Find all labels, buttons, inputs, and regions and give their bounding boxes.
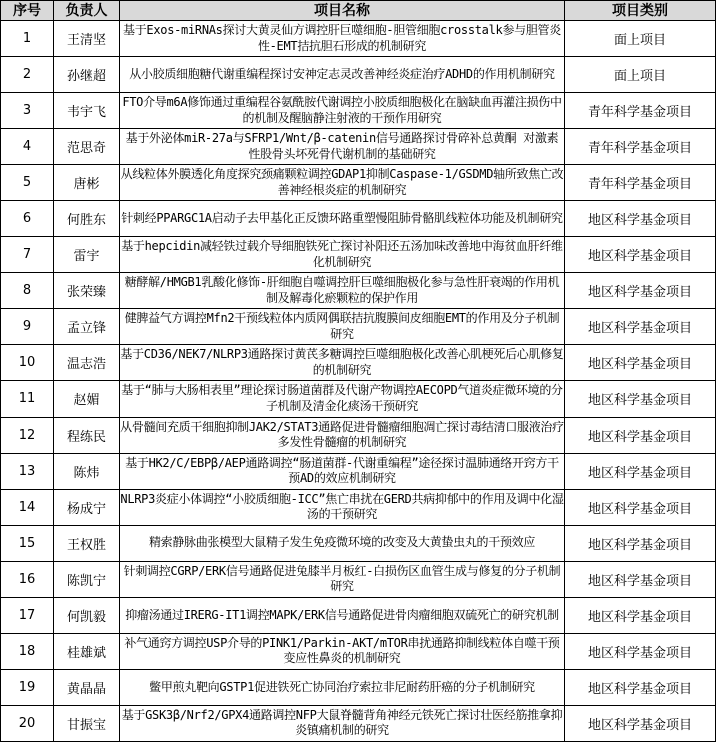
- table-row: [1, 453, 716, 489]
- owner-cell: 孙继超: [54, 57, 120, 93]
- owner-cell: 陈凯宁: [54, 561, 120, 597]
- project-title-cell: 基于CD36/NEK7/NLRP3通路探讨黄芪多糖调控巨噬细胞极化改善心肌梗死后心肌修复的机制研究: [120, 345, 565, 381]
- category-cell: 面上项目: [565, 57, 716, 93]
- project-title-cell: 针刺调控CGRP/ERK信号通路促进兔膝半月板红-白损伤区血管生成与修复的分子机制研究: [120, 561, 565, 597]
- table-row: [1, 57, 716, 93]
- project-title-cell: FTO介导m6A修饰通过重编程谷氨酰胺代谢调控小胶质细胞极化在脑缺血再灌注损伤中的机制及醒脑静注射液的干预作用研究: [120, 93, 565, 129]
- project-title-cell: 从线粒体外膜透化角度探究颈痛颗粒调控GDAP1抑制Caspase-1/GSDMD轴所致焦亡改善神经根炎症的机制研究: [120, 165, 565, 201]
- table-row: [1, 309, 716, 345]
- row-number: 5: [1, 165, 54, 201]
- category-cell: 青年科学基金项目: [565, 165, 716, 201]
- row-number: 18: [1, 633, 54, 669]
- owner-cell: 黄晶晶: [54, 669, 120, 705]
- project-title-cell: 糖酵解/HMGB1乳酸化修饰-肝细胞自噬调控肝巨噬细胞极化参与急性肝衰竭的作用机制及解毒化瘀颗粒的保护作用: [120, 273, 565, 309]
- row-number: 19: [1, 669, 54, 705]
- category-cell: 青年科学基金项目: [565, 129, 716, 165]
- header-category: 项目类别: [565, 1, 716, 21]
- row-number: 11: [1, 381, 54, 417]
- owner-cell: 杨成宁: [54, 489, 120, 525]
- category-cell: 地区科学基金项目: [565, 417, 716, 453]
- row-number: 17: [1, 597, 54, 633]
- category-cell: 地区科学基金项目: [565, 453, 716, 489]
- owner-cell: 张荣臻: [54, 273, 120, 309]
- row-number: 20: [1, 705, 54, 741]
- header-title: 项目名称: [120, 1, 565, 21]
- row-number: 3: [1, 93, 54, 129]
- table-row: [1, 669, 716, 705]
- row-number: 7: [1, 237, 54, 273]
- project-title-cell: 基于Exos-miRNAs探讨大黄灵仙方调控肝巨噬细胞-胆管细胞crosstalk参与胆管炎性-EMT拮抗胆石形成的机制研究: [120, 21, 565, 57]
- owner-cell: 孟立锋: [54, 309, 120, 345]
- table-row: [1, 381, 716, 417]
- table-row: [1, 561, 716, 597]
- project-title-cell: 从骨髓间充质干细胞抑制JAK2/STAT3通路促进骨髓瘤细胞凋亡探讨毒结清口服液治疗多发性骨髓瘤的机制研究: [120, 417, 565, 453]
- header-row: [1, 1, 716, 21]
- category-cell: 地区科学基金项目: [565, 561, 716, 597]
- project-title-cell: 基于HK2/C/EBPβ/AEP通路调控“肠道菌群-代谢重编程”途径探讨温肺通络开窍方干预AD的效应机制研究: [120, 453, 565, 489]
- owner-cell: 王权胜: [54, 525, 120, 561]
- owner-cell: 韦宇飞: [54, 93, 120, 129]
- owner-cell: 唐彬: [54, 165, 120, 201]
- category-cell: 地区科学基金项目: [565, 633, 716, 669]
- category-cell: 地区科学基金项目: [565, 345, 716, 381]
- project-title-cell: 从小胶质细胞糖代谢重编程探讨安神定志灵改善神经炎症治疗ADHD的作用机制研究: [120, 57, 565, 93]
- project-title-cell: 基于hepcidin减轻铁过载介导细胞铁死亡探讨补阳还五汤加味改善地中海贫血肝纤维化机制研究: [120, 237, 565, 273]
- project-title-cell: 基于“肺与大肠相表里”理论探讨肠道菌群及代谢产物调控AECOPD气道炎症微环境的分子机制及清金化痰汤干预研究: [120, 381, 565, 417]
- table-row: [1, 273, 716, 309]
- row-number: 9: [1, 309, 54, 345]
- category-cell: 地区科学基金项目: [565, 309, 716, 345]
- table-row: [1, 93, 716, 129]
- table-row: [1, 633, 716, 669]
- project-title-cell: 鳖甲煎丸靶向GSTP1促进铁死亡协同治疗索拉非尼耐药肝癌的分子机制研究: [120, 669, 565, 705]
- category-cell: 地区科学基金项目: [565, 273, 716, 309]
- table-row: [1, 597, 716, 633]
- category-cell: 地区科学基金项目: [565, 237, 716, 273]
- header-no: 序号: [1, 1, 54, 21]
- category-cell: 面上项目: [565, 21, 716, 57]
- category-cell: 地区科学基金项目: [565, 381, 716, 417]
- table-header: [1, 1, 716, 21]
- row-number: 2: [1, 57, 54, 93]
- row-number: 16: [1, 561, 54, 597]
- table-body: [1, 21, 716, 742]
- project-title-cell: 补气通窍方调控USP介导的PINK1/Parkin-AKT/mTOR串扰通路抑制线粒体自噬干预变应性鼻炎的机制研究: [120, 633, 565, 669]
- owner-cell: 陈炜: [54, 453, 120, 489]
- project-title-cell: 针刺经PPARGC1A启动子去甲基化正反馈环路重塑慢阻肺骨骼肌线粒体功能及机制研究: [120, 201, 565, 237]
- owner-cell: 范思奇: [54, 129, 120, 165]
- row-number: 14: [1, 489, 54, 525]
- row-number: 1: [1, 21, 54, 57]
- category-cell: 地区科学基金项目: [565, 201, 716, 237]
- table-row: [1, 165, 716, 201]
- project-title-cell: 基于外泌体miR-27a与SFRP1/Wnt/β-catenin信号通路探讨骨碎补总黄酮 对激素性股骨头坏死骨代谢机制的基础研究: [120, 129, 565, 165]
- category-cell: 地区科学基金项目: [565, 489, 716, 525]
- row-number: 10: [1, 345, 54, 381]
- table-row: [1, 129, 716, 165]
- owner-cell: 桂雄斌: [54, 633, 120, 669]
- table-row: [1, 21, 716, 57]
- table-row: [1, 345, 716, 381]
- project-title-cell: 基于GSK3β/Nrf2/GPX4通路调控NFP大鼠脊髓背角神经元铁死亡探讨壮医经筋推拿抑炎镇痛机制的研究: [120, 705, 565, 741]
- project-title-cell: NLRP3炎症小体调控“小胶质细胞-ICC”焦亡串扰在GERD共病抑郁中的作用及调中化湿汤的干预研究: [120, 489, 565, 525]
- row-number: 6: [1, 201, 54, 237]
- row-number: 13: [1, 453, 54, 489]
- category-cell: 地区科学基金项目: [565, 597, 716, 633]
- row-number: 4: [1, 129, 54, 165]
- table-row: [1, 237, 716, 273]
- table-row: [1, 525, 716, 561]
- category-cell: 地区科学基金项目: [565, 669, 716, 705]
- category-cell: 青年科学基金项目: [565, 93, 716, 129]
- category-cell: 地区科学基金项目: [565, 525, 716, 561]
- owner-cell: 王清坚: [54, 21, 120, 57]
- row-number: 12: [1, 417, 54, 453]
- owner-cell: 程练民: [54, 417, 120, 453]
- owner-cell: 温志浩: [54, 345, 120, 381]
- row-number: 8: [1, 273, 54, 309]
- header-owner: 负责人: [54, 1, 120, 21]
- category-cell: 地区科学基金项目: [565, 705, 716, 741]
- project-title-cell: 精索静脉曲张模型大鼠精子发生免疫微环境的改变及大黄蛰虫丸的干预效应: [120, 525, 565, 561]
- owner-cell: 何凯毅: [54, 597, 120, 633]
- table-row: [1, 417, 716, 453]
- owner-cell: 甘振宝: [54, 705, 120, 741]
- table-row: [1, 201, 716, 237]
- owner-cell: 何胜东: [54, 201, 120, 237]
- project-title-cell: 抑瘤汤通过IRERG-IT1调控MAPK/ERK信号通路促进骨肉瘤细胞双硫死亡的研究机制: [120, 597, 565, 633]
- row-number: 15: [1, 525, 54, 561]
- table-row: [1, 705, 716, 741]
- table-row: [1, 489, 716, 525]
- owner-cell: 赵媚: [54, 381, 120, 417]
- owner-cell: 雷宇: [54, 237, 120, 273]
- project-title-cell: 健脾益气方调控Mfn2干预线粒体内质网偶联拮抗腹膜间皮细胞EMT的作用及分子机制研究: [120, 309, 565, 345]
